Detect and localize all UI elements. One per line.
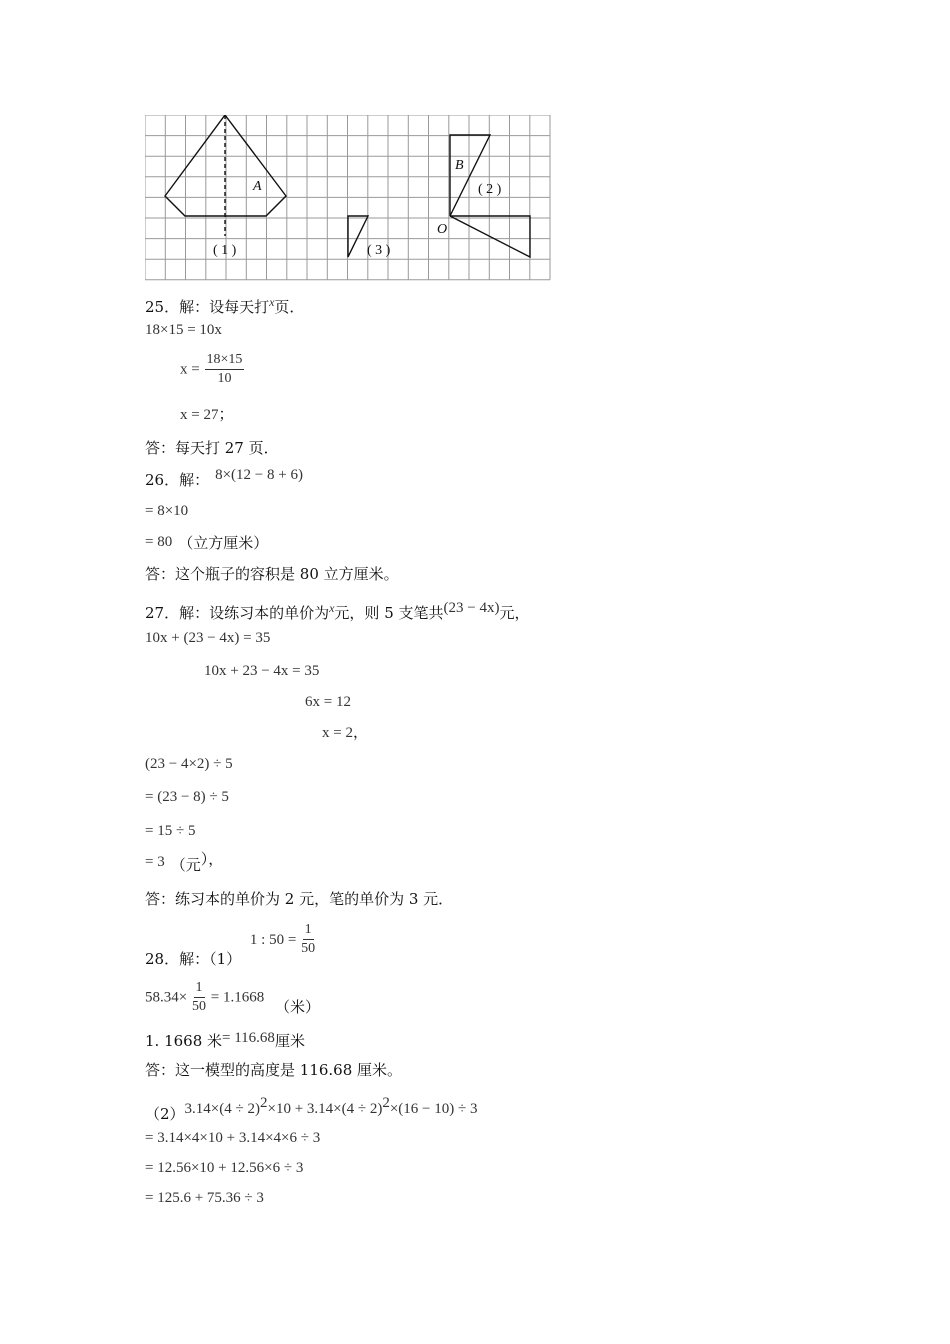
q26-step1: = 8×10	[145, 503, 189, 519]
triangle-B	[450, 135, 490, 216]
q25-eq2: x = $\frac{18\times 15}{10}$	[180, 352, 243, 386]
triangle-B-rotated	[450, 216, 530, 257]
q27-eq2: 10x + 23 − 4x = 35	[204, 663, 320, 679]
triangle-3	[348, 216, 368, 257]
q27-calc1: (23 − 4×2) ÷ 5	[145, 756, 233, 772]
q26-intro: 26．解： 8×(12 − 8 + 6)	[145, 467, 303, 489]
q28-intro: 28．解：（1） 1 : 50 = $\frac{1}{50}$	[145, 922, 316, 968]
q28-step2: = 12.56×10 + 12.56×6 ÷ 3	[145, 1160, 304, 1176]
q28-convert: 1. 1668 米= 116.68厘米	[145, 1030, 305, 1050]
caption-3: ( 3 )	[367, 243, 391, 258]
q28-step3: = 125.6 + 75.36 ÷ 3	[145, 1190, 264, 1206]
q27-calc2: = (23 − 8) ÷ 5	[145, 789, 229, 805]
q25-eq1: 18×15 = 10x	[145, 322, 222, 338]
q27-calc3: = 15 ÷ 5	[145, 823, 196, 839]
q25-eq3: x = 27；	[180, 405, 234, 423]
q28-part2: $(2)3.14\times(4 \div 2)^2\times 10 + 3.14\times(4 \div 2)^2\times(16 - 10) \div 3$	[145, 1095, 478, 1123]
q27-eq3: 6x = 12	[305, 694, 351, 710]
q28-calc: 58.34× $\frac{1}{50}$ = 1.1668 （米）	[145, 980, 321, 1016]
q26-answer: 答：这个瓶子的容积是 80 立方厘米。	[145, 565, 399, 583]
q27-calc4: = 3 （元），	[145, 850, 224, 874]
q28-step1: = 3.14×4×10 + 3.14×4×6 ÷ 3	[145, 1130, 321, 1146]
caption-1: ( 1 )	[213, 243, 237, 258]
q27-answer: 答：练习本的单价为 2 元，笔的单价为 3 元．	[145, 890, 454, 908]
q25-intro: 25．解：设每天打$^x$页．	[145, 295, 305, 316]
q27-eq4: x = 2，	[322, 723, 368, 741]
q28-answer1: 答：这一模型的高度是 116.68 厘米。	[145, 1061, 403, 1079]
grid-figure	[145, 115, 553, 283]
q27-eq1: 10x + (23 − 4x) = 35	[145, 630, 271, 646]
q27-intro: 27．解：设练习本的单价为$^x$元，则 5 支笔共(23 − 4x)元，	[145, 600, 530, 622]
q26-step2: = 80 （立方厘米）	[145, 534, 269, 552]
label-A: A	[253, 179, 262, 194]
label-O: O	[437, 222, 448, 237]
shape-3	[348, 216, 368, 257]
label-B: B	[455, 158, 464, 173]
caption-2: ( 2 )	[478, 182, 502, 197]
q25-answer: 答：每天打 27 页．	[145, 439, 279, 457]
